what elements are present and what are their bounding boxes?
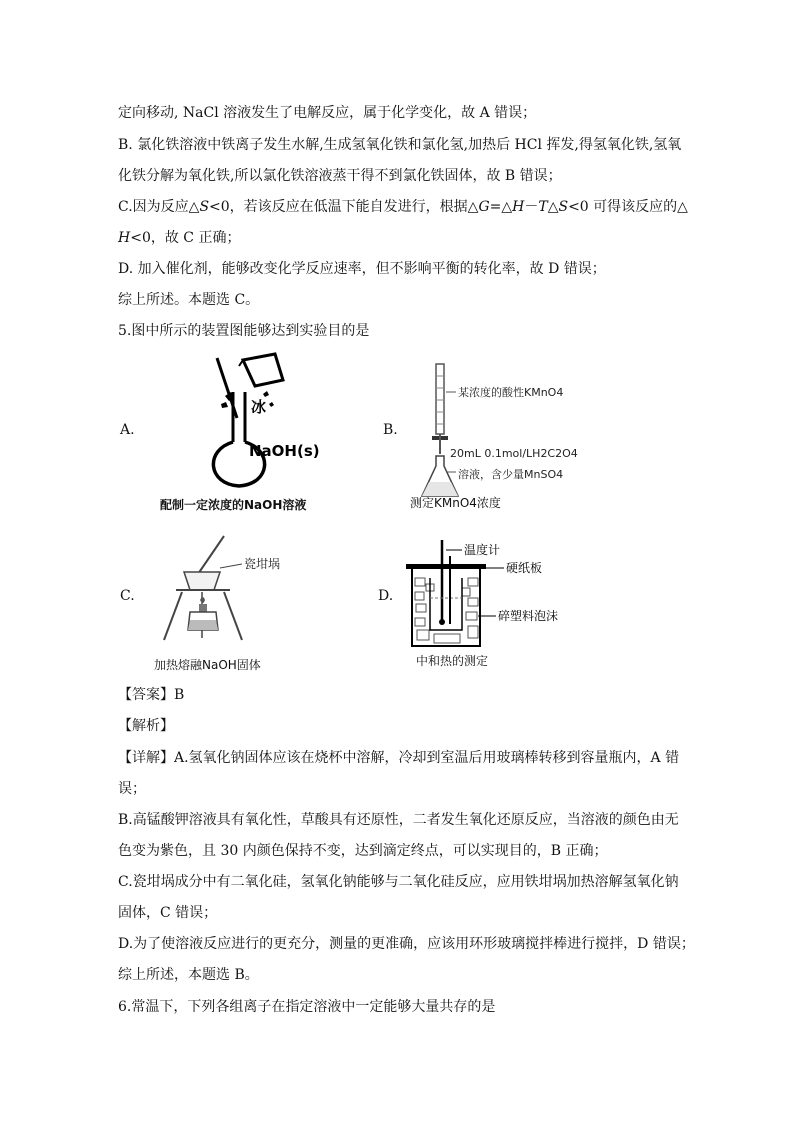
text-line: D. 加入催化剂，能够改变化学反应速率，但不影响平衡的转化率，故 D 错误； [118,261,606,277]
figure-c-caption: 加热熔融NaOH固体 [154,658,261,672]
option-b-label: B. [383,422,398,438]
text-line: 综上所述，本题选 B。 [118,967,259,983]
text-line: C.瓷坩埚成分中有二氧化硅，氢氧化钠能够与二氧化硅反应，应用铁坩埚加热溶解氢氧化钠 [118,874,679,890]
thermometer-label: 温度计 [464,543,501,557]
crucible-heating-diagram [148,534,308,674]
option-c-label: C. [120,588,135,604]
flask-label-naoh: NaOH(s) [249,442,320,460]
text-line: 误； [118,781,146,797]
text-line: B. 氯化铁溶液中铁离子发生水解,生成氢氧化铁和氯化氢,加热后 HCl 挥发,得氢氧化铁,氢氧 [118,137,682,153]
text-line: 固体，C 错误； [118,905,218,921]
text-line: 色变为紫色，且 30 内颜色保持不变，达到滴定终点，可以实现目的，B 正确； [118,843,608,859]
question-5: 5.图中所示的装置图能够达到实验目的是 [118,323,370,339]
analysis-heading: 【解析】 [118,718,174,734]
figure-a-caption: 配制一定浓度的NaOH溶液 [160,498,307,512]
cardboard-label: 硬纸板 [506,561,543,575]
text-line: 化铁分解为氧化铁,所以氯化铁溶液蒸干得不到氯化铁固体，故 B 错误； [118,168,562,184]
text-line: 定向移动, NaCl 溶液发生了电解反应，属于化学变化，故 A 错误； [118,105,537,121]
text-line: B.高锰酸钾溶液具有氧化性，草酸具有还原性，二者发生氧化还原反应，当溶液的颜色由无 [118,812,679,828]
figure-d-caption: 中和热的测定 [416,654,489,668]
titrant-label: 某浓度的酸性KMnO4 [458,386,564,399]
text-line-c: C.因为反应△S<0，若该反应在低温下能自发进行，根据△G=△H－T△S<0 可得该反应的△ [118,199,688,215]
text-line: D.为了使溶液反应进行的更充分，测量的更准确，应该用环形玻璃搅拌棒进行搅拌，D 错误； [118,936,695,952]
analyte-label: 20mL 0.1mol/LH2C2O4 [450,447,578,460]
option-d-label: D. [378,588,394,604]
calorimeter-diagram [402,538,612,670]
answer-line: 【答案】B [118,687,185,703]
titration-diagram [410,362,610,512]
option-a-label: A. [120,422,135,438]
volumetric-flask-diagram [155,352,355,514]
analyte-label-2: 溶液，含少量MnSO4 [458,468,564,481]
text-line-c-cont: H<0，故 C 正确； [118,230,241,246]
question-6: 6.常温下，下列各组离子在指定溶液中一定能够大量共存的是 [118,999,496,1015]
figure-b [410,362,610,512]
text-line: 综上所述。本题选 C。 [118,292,260,308]
figure-a [155,352,355,514]
figure-d [402,538,612,670]
figure-c [148,534,308,674]
flask-label-ice: 冰 [251,398,267,416]
figure-b-caption: 测定KMnO4浓度 [410,496,501,510]
text-line: 【详解】A.氢氧化钠固体应该在烧杯中溶解，冷却到室温后用玻璃棒转移到容量瓶内，A 错 [118,750,680,766]
crucible-label: 瓷坩埚 [244,557,281,571]
foam-label: 碎塑料泡沫 [498,609,559,623]
